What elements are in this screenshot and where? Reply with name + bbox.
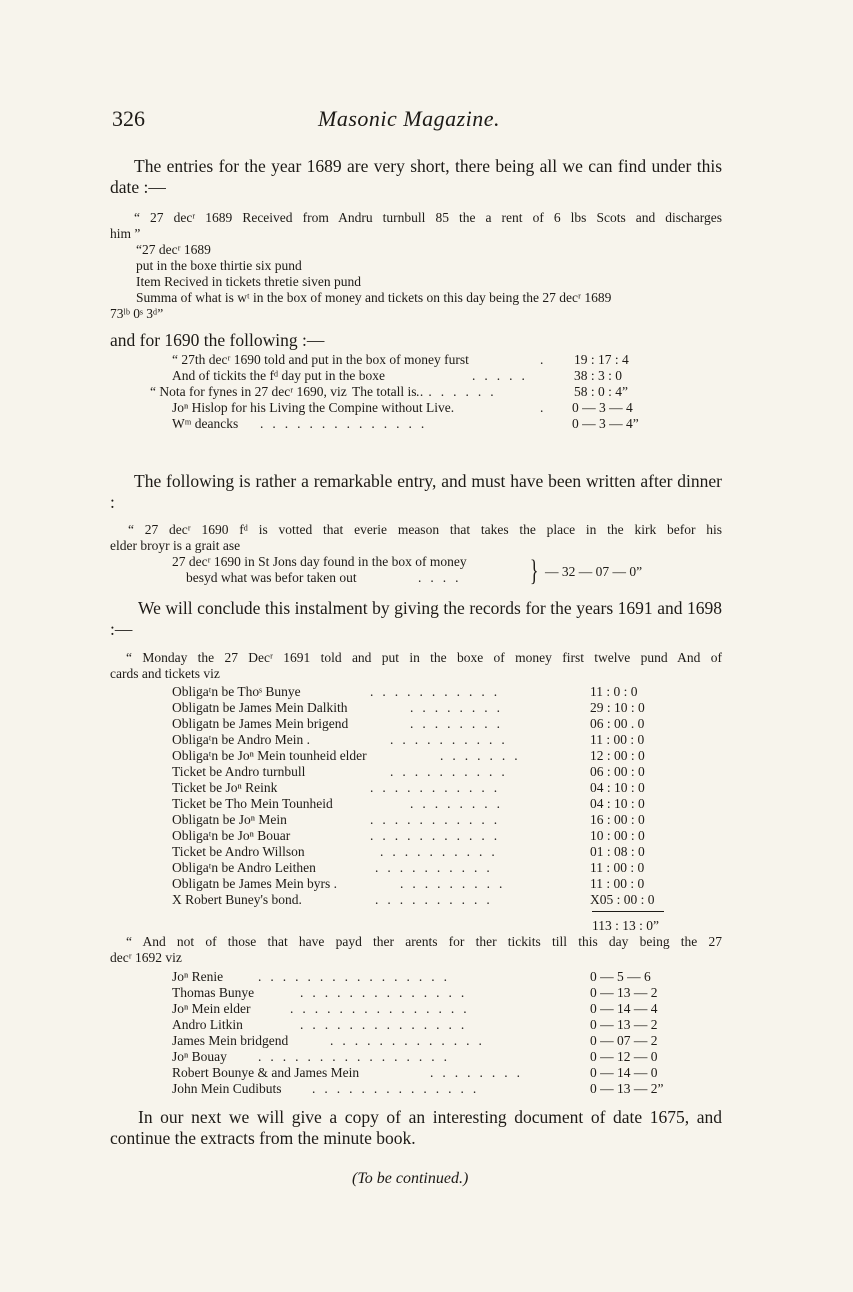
- record-1692-amount: 0 — 13 — 2: [590, 985, 658, 1000]
- remark-entry-line1: 27 decʳ 1690 in St Jons day found in the box of money: [172, 554, 467, 569]
- leader-dots: .....: [472, 368, 534, 383]
- entry-1690-label: The totall is .: [352, 384, 424, 399]
- record-1692-label: Joⁿ Mein elder: [172, 1001, 251, 1016]
- leader-dots: ...........: [370, 828, 507, 843]
- entry-1690-label: And of tickits the fᵈ day put in the boxe: [172, 368, 386, 383]
- record-1691-label: Ticket be Andro turnbull: [172, 764, 306, 779]
- record-1691-label: Obligaᵗn be Joⁿ Bouar: [172, 828, 291, 843]
- record-1692-amount: 0 — 14 — 0: [590, 1065, 658, 1080]
- remark-entry-line2: besyd what was befor taken out: [186, 570, 357, 585]
- conclude-intro-paragraph: We will conclude this instalment by giving the records for the years 1691 and 1698 :—: [110, 598, 722, 639]
- record-1691-amount: X05 : 00 : 0: [590, 892, 655, 907]
- record-1691-amount: 10 : 00 : 0: [590, 828, 645, 843]
- leader-dots: .: [540, 352, 553, 367]
- record-1691-label: Obligatn be Joⁿ Mein: [172, 812, 287, 827]
- intro-1690-paragraph: and for 1690 the following :—: [110, 330, 325, 350]
- quote-1692: [110, 934, 722, 966]
- record-1691-amount: 11 : 00 : 0: [590, 876, 645, 891]
- record-1692-amount: 0 — 5 — 6: [590, 969, 651, 984]
- leader-dots: .........: [400, 876, 512, 891]
- leader-dots: ..............: [312, 1081, 486, 1096]
- record-1692-label: James Mein bridgend: [172, 1033, 289, 1048]
- leader-dots: ..............: [300, 1017, 474, 1032]
- record-1691-label: Obligaᵗn be Joⁿ Mein tounheid elder: [172, 748, 367, 763]
- total-rule: [592, 911, 664, 912]
- quote-line: Item Recived in tickets thretie siven pund: [136, 274, 361, 289]
- record-1691-amount: 11 : 00 : 0: [590, 860, 645, 875]
- record-1691-label: Obligaᵗn be Andro Mein .: [172, 732, 310, 747]
- record-1691-amount: 01 : 08 : 0: [590, 844, 645, 859]
- record-1692-label: Joⁿ Renie: [172, 969, 224, 984]
- leader-dots: ..........: [375, 892, 499, 907]
- leader-dots: ...............: [290, 1001, 476, 1016]
- leader-dots: ..........: [390, 732, 514, 747]
- remark-quote: [110, 522, 722, 554]
- record-1692-amount: 0 — 13 — 2”: [590, 1081, 664, 1096]
- record-1691-amount: 04 : 10 : 0: [590, 780, 645, 795]
- intro-1689-paragraph: The entries for the year 1689 are very short, there being all we can find under this date :—: [110, 156, 722, 197]
- leader-dots: ...........: [370, 812, 507, 827]
- leader-dots: ........: [410, 700, 509, 715]
- quote-line: 73ˡᵇ 0ˢ 3ᵈ”: [110, 306, 164, 321]
- quote-line: “27 decʳ 1689: [136, 242, 211, 257]
- entry-1690-amount: 58 : 0 : 4”: [574, 384, 628, 399]
- quote-line: “ 27 decʳ 1689 Received from Andru turnbull 85 the a rent of 6 lbs Scots and discharges: [134, 210, 722, 225]
- leader-dots: ........: [430, 1065, 529, 1080]
- leader-dots: ...........: [370, 684, 507, 699]
- fine-label: Joⁿ Hislop for his Living the Compine without Live.: [172, 400, 455, 415]
- leader-dots: ..............: [300, 985, 474, 1000]
- record-1691-amount: 06 : 00 : 0: [590, 764, 645, 779]
- leader-dots: .: [540, 400, 553, 415]
- leader-dots: ..........: [375, 860, 499, 875]
- running-title: Masonic Magazine.: [318, 106, 501, 131]
- quote-line: decʳ 1692 viz: [110, 950, 182, 965]
- record-1691-label: Obligatn be James Mein byrs .: [172, 876, 337, 891]
- entry-1690-amount: 19 : 17 : 4: [574, 352, 629, 367]
- leader-dots: .............: [330, 1033, 491, 1048]
- quote-1689: [110, 210, 722, 322]
- record-1691-amount: 12 : 00 : 0: [590, 748, 645, 763]
- leader-dots: .......: [440, 748, 527, 763]
- quote-line: put in the boxe thirtie six pund: [136, 258, 302, 273]
- page-number: 326: [112, 106, 145, 131]
- record-1691-label: X Robert Buney's bond.: [172, 892, 302, 907]
- quote-line: “ And not of those that have payd ther arents for ther tickits till this day being the 27: [126, 934, 722, 949]
- record-1692-amount: 0 — 14 — 4: [590, 1001, 658, 1016]
- fine-amount: 0 — 3 — 4: [572, 400, 633, 415]
- leader-dots: ..........: [390, 764, 514, 779]
- total-1691: 113 : 13 : 0”: [592, 918, 659, 933]
- record-1691-amount: 11 : 00 : 0: [590, 732, 645, 747]
- record-1692-label: Robert Bounye & and James Mein: [172, 1065, 360, 1080]
- remark-intro-paragraph: The following is rather a remarkable entry, and must have been written after dinner :: [110, 471, 722, 512]
- quote-line: him ”: [110, 226, 141, 241]
- closing-paragraph: In our next we will give a copy of an interesting document of date 1675, and continue the extracts from the minute book.: [110, 1107, 722, 1148]
- brace: }: [529, 554, 539, 587]
- record-1692-label: Thomas Bunye: [172, 985, 255, 1000]
- leader-dots: ..............: [260, 416, 434, 431]
- record-1692-label: Andro Litkin: [172, 1017, 243, 1032]
- leader-dots: ...........: [370, 780, 507, 795]
- quote-line: “ Monday the 27 Decʳ 1691 told and put in the boxe of money first twelve pund And of: [126, 650, 722, 665]
- leader-dots: .......: [416, 384, 503, 399]
- quote-line: cards and tickets viz: [110, 666, 220, 681]
- record-1692-amount: 0 — 13 — 2: [590, 1017, 658, 1032]
- leader-dots: ..........: [380, 844, 504, 859]
- leader-dots: ........: [410, 716, 509, 731]
- record-1692-amount: 0 — 07 — 2: [590, 1033, 658, 1048]
- fines-heading: “ Nota for fynes in 27 decʳ 1690, viz: [150, 384, 347, 399]
- quote-line: “ 27 decʳ 1690 fᵈ is votted that everie meason that takes the place in the kirk befor his: [128, 522, 722, 537]
- record-1691-amount: 29 : 10 : 0: [590, 700, 645, 715]
- fine-label: Wᵐ deancks: [172, 416, 239, 431]
- record-1691-amount: 06 : 00 . 0: [590, 716, 645, 731]
- record-1691-amount: 04 : 10 : 0: [590, 796, 645, 811]
- leader-dots: ................: [258, 969, 456, 984]
- quote-line: Summa of what is wᵗ in the box of money and tickets on this day being the 27 decʳ 1689: [136, 290, 612, 305]
- record-1691-label: Ticket be Joⁿ Reink: [172, 780, 278, 795]
- record-1691-amount: 16 : 00 : 0: [590, 812, 645, 827]
- record-1692-label: Joⁿ Bouay: [172, 1049, 227, 1064]
- record-1691-amount: 11 : 0 : 0: [590, 684, 638, 699]
- record-1692-amount: 0 — 12 — 0: [590, 1049, 658, 1064]
- remark-entry-amount: — 32 — 07 — 0”: [545, 564, 643, 579]
- to-be-continued: (To be continued.): [352, 1170, 469, 1187]
- record-1691-label: Obligatn be James Mein Dalkith: [172, 700, 348, 715]
- quote-1691: [110, 650, 722, 682]
- remark-entry-dots: ....: [418, 570, 468, 585]
- fine-amount: 0 — 3 — 4”: [572, 416, 639, 431]
- leader-dots: ........: [410, 796, 509, 811]
- entry-1690-amount: 38 : 3 : 0: [574, 368, 623, 383]
- leader-dots: ................: [258, 1049, 456, 1064]
- record-1691-label: Obligatn be James Mein brigend: [172, 716, 349, 731]
- record-1691-label: Ticket be Tho Mein Tounheid: [172, 796, 333, 811]
- entry-1690-label: “ 27th decʳ 1690 told and put in the box of money furst: [172, 352, 469, 367]
- record-1691-label: Obligaᵗn be Thoˢ Bunye: [172, 684, 301, 699]
- record-1691-label: Ticket be Andro Willson: [172, 844, 305, 859]
- quote-line: elder broyr is a grait ase: [110, 538, 241, 553]
- record-1692-label: John Mein Cudibuts: [172, 1081, 282, 1096]
- record-1691-label: Obligaᵗn be Andro Leithen: [172, 860, 316, 875]
